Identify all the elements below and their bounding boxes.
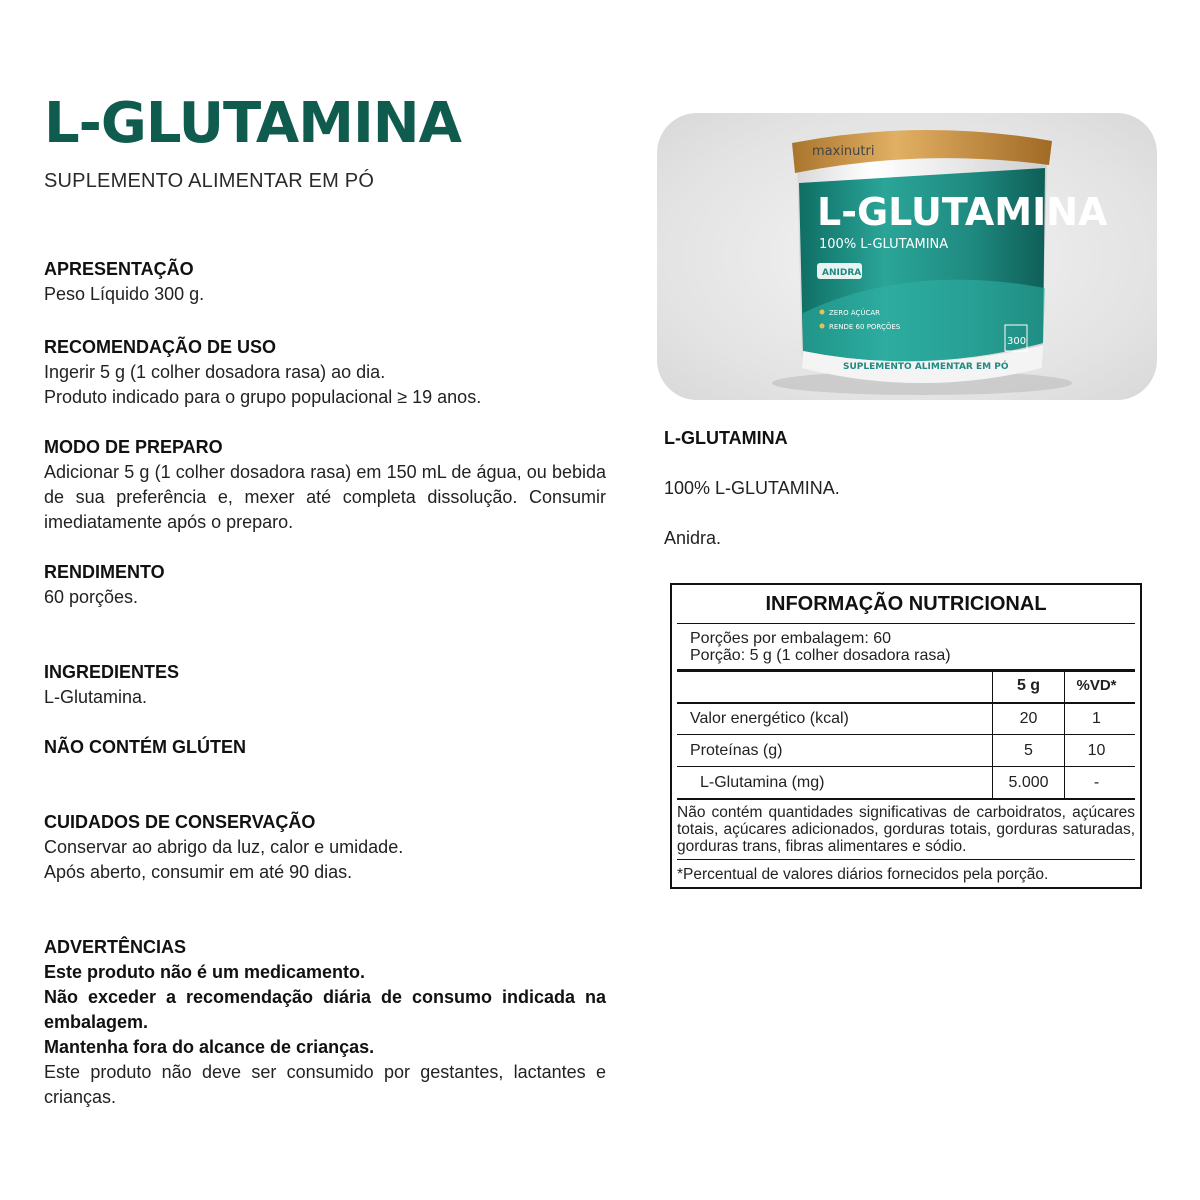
section-advertencias	[44, 935, 606, 1110]
can-band-text: SUPLEMENTO ALIMENTAR EM PÓ	[843, 362, 1009, 372]
brand-logo-text: maxinutri	[812, 144, 875, 159]
product-can-illustration	[657, 113, 1157, 400]
nutrient-amount: 5	[1024, 742, 1033, 759]
section-apresentacao	[44, 257, 606, 307]
nutrient-label: Valor energético (kcal)	[690, 710, 849, 727]
divider	[677, 798, 1135, 800]
section-text: 60 porções.	[44, 587, 139, 607]
section-heading: RENDIMENTO	[44, 562, 165, 582]
section-heading: MODO DE PREPARO	[44, 437, 223, 457]
warning-text: Mantenha fora do alcance de crianças.	[44, 1037, 375, 1057]
section-text: Peso Líquido 300 g.	[44, 284, 205, 304]
warning-text: Não exceder a recomendação diária de consumo indicada na embalagem.	[44, 987, 606, 1032]
product-form: Anidra.	[664, 528, 722, 548]
header	[44, 92, 606, 193]
warning-text: Este produto não é um medicamento.	[44, 962, 366, 982]
nutrient-amount: 5.000	[1008, 774, 1049, 791]
section-text: Adicionar 5 g (1 colher dosadora rasa) em 150 mL de água, ou bebida de sua preferência e, mexer até completa dissolução. Consumir imediatamente após o preparo.	[44, 462, 606, 532]
section-text: L-Glutamina.	[44, 687, 148, 707]
section-recomendacao	[44, 335, 606, 410]
section-heading: CUIDADOS DE CONSERVAÇÃO	[44, 812, 316, 832]
can-badge: ANIDRA	[822, 268, 862, 278]
section-heading: ADVERTÊNCIAS	[44, 937, 187, 957]
nutrition-title: INFORMAÇÃO NUTRICIONAL	[765, 593, 1047, 615]
can-claim: RENDE 60 PORÇÕES	[829, 323, 901, 331]
nutrient-label: L-Glutamina (mg)	[700, 774, 825, 791]
section-text: Conservar ao abrigo da luz, calor e umidade.	[44, 837, 404, 857]
product-name: L-GLUTAMINA	[664, 428, 788, 448]
nutrient-vd: -	[1093, 774, 1100, 791]
divider	[677, 734, 1135, 735]
section-heading: INGREDIENTES	[44, 662, 180, 682]
section-heading: NÃO CONTÉM GLÚTEN	[44, 737, 246, 757]
section-text: Após aberto, consumir em até 90 dias.	[44, 862, 353, 882]
servings-per-pack: Porções por embalagem: 60	[690, 630, 891, 647]
divider	[677, 669, 1135, 672]
can-title: L-GLUTAMINA	[817, 190, 1108, 234]
divider	[677, 859, 1135, 860]
nutrient-label: Proteínas (g)	[690, 742, 783, 759]
serving-size: Porção: 5 g (1 colher dosadora rasa)	[690, 647, 951, 664]
section-heading: RECOMENDAÇÃO DE USO	[44, 337, 277, 357]
divider	[677, 702, 1135, 704]
section-rendimento	[44, 560, 606, 610]
page-title: L-GLUTAMINA	[44, 91, 462, 156]
divider	[677, 766, 1135, 767]
column-header-amount: 5 g	[1016, 677, 1041, 694]
can-claim: ZERO AÇÚCAR	[829, 309, 881, 317]
section-heading: APRESENTAÇÃO	[44, 259, 194, 279]
nutrient-vd: 10	[1087, 742, 1106, 759]
section-text: Produto indicado para o grupo populacional ≥ 19 anos.	[44, 387, 482, 407]
nutrient-amount: 20	[1019, 710, 1038, 727]
section-modo-de-preparo	[44, 435, 606, 535]
nutrition-note: Não contém quantidades significativas de carboidratos, açúcares totais, açúcares adicionados, gorduras totais, gorduras saturadas, gorduras trans, fibras alimentares e sódio.	[677, 804, 1135, 855]
can-weight: 300	[1007, 336, 1027, 347]
nutrition-table	[670, 583, 1142, 889]
nutrient-vd: 1	[1092, 710, 1101, 727]
product-purity: 100% L-GLUTAMINA.	[664, 478, 840, 498]
can-subtitle: 100% L-GLUTAMINA	[819, 237, 949, 252]
nutrition-footnote: *Percentual de valores diários fornecidos pela porção.	[677, 866, 1049, 883]
section-gluten	[44, 735, 606, 760]
section-text: Ingerir 5 g (1 colher dosadora rasa) ao dia.	[44, 362, 386, 382]
section-conservacao	[44, 810, 606, 885]
section-ingredientes	[44, 660, 606, 710]
product-image	[657, 113, 1157, 400]
column-header-vd: %VD*	[1076, 677, 1117, 694]
page-subtitle: SUPLEMENTO ALIMENTAR EM PÓ	[44, 170, 375, 192]
divider	[677, 623, 1135, 624]
warning-text: Este produto não deve ser consumido por gestantes, lactantes e crianças.	[44, 1062, 606, 1107]
